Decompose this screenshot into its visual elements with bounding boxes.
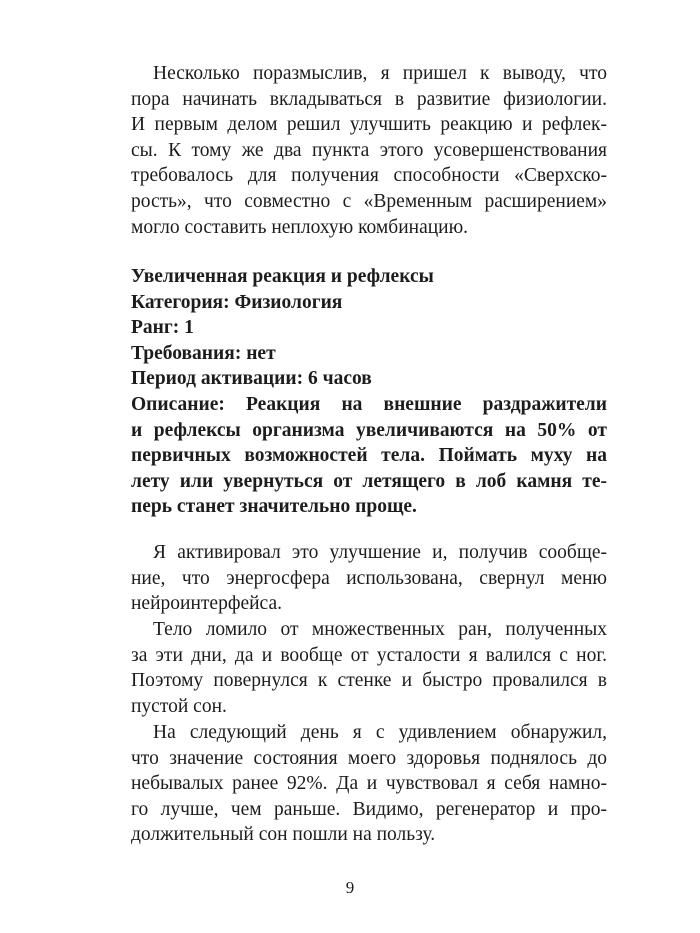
text-line: нейроинтерфейса. [131,593,282,615]
skill-activation-period: Период активации: 6 часов [131,368,372,390]
text-line: сы. К тому же два пункта этого усовершенствования [131,139,607,161]
text-line: Я активировал это улучшение и, получив сообще- [153,542,607,563]
text-line: требовалось для получения способности «Сверхско- [131,165,607,187]
paragraph-tired [131,617,607,719]
page-number: 9 [345,878,355,897]
text-line: что значение состояния моего здоровья поднялось до [131,747,607,769]
skill-description-line: перь станет значительно проще. [131,496,417,518]
paragraph-next-day [131,720,607,848]
text-line: пора начинать вкладываться в развитие физиологии. [131,88,607,110]
text-line: ние, что энергосфера использована, свернул меню [131,567,607,589]
skill-rank: Ранг: 1 [131,317,194,339]
text-line: за эти дни, да и вообще от усталости я валился с ног. [131,644,607,666]
text-line: должительный сон пошли на пользу. [131,824,436,846]
text-line: могло составить неплохую комбинацию. [131,216,469,238]
skill-category: Категория: Физиология [131,291,343,313]
text-line: пустой сон. [131,695,227,717]
skill-description-line: Описание: Реакция на внешние раздражители [131,393,607,415]
paragraph-activation [131,540,607,617]
skill-description-line: первичных возможностей тела. Поймать муху на [131,445,607,467]
text-line: Несколько поразмыслив, я пришел к выводу, что [153,63,607,84]
skill-description-line: и рефлексы организма увеличиваются на 50% от [131,419,607,441]
skill-requirements: Требования: нет [131,342,276,364]
text-line: На следующий день я с удивлением обнаружил, [153,722,607,743]
text-line: Поэтому повернулся к стенке и быстро провалился в [131,670,607,692]
text-line: И первым делом решил улучшить реакцию и рефлек- [131,114,607,136]
text-line: Тело ломило от множественных ран, полученных [153,619,607,640]
text-line: го лучше, чем раньше. Видимо, регенератор и про- [131,798,607,820]
intro-paragraph [131,61,607,240]
text-line: рость», что совместно с «Временным расширением» [131,190,607,212]
text-line: небывалых ранее 92%. Да и чувствовал я себя намно- [131,773,607,795]
skill-card [131,264,607,520]
skill-description-line: лету или увернуться от летящего в лоб камня те- [131,470,607,492]
skill-title: Увеличенная реакция и рефлексы [131,266,434,287]
